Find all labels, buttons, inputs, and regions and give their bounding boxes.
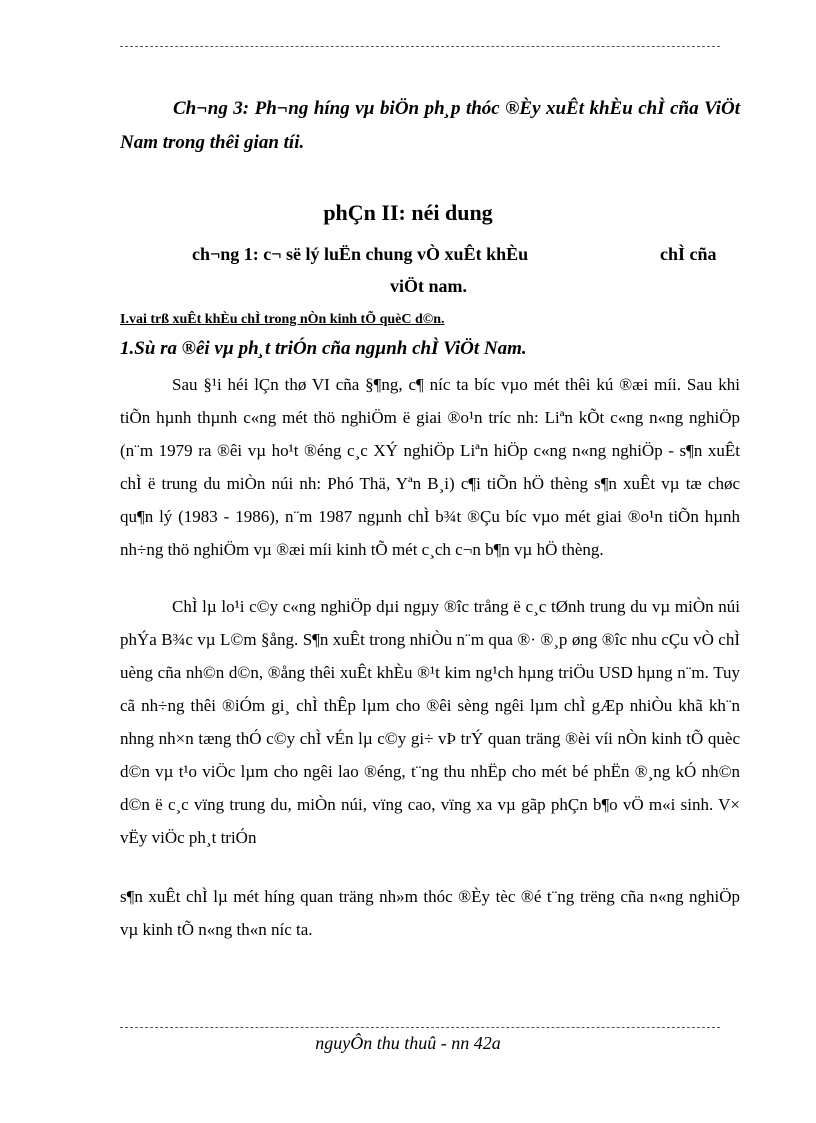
chapter1-heading-part-a: ch¬ng 1: c¬ së lý luËn chung vÒ xuÊt khÈu xyxy=(192,244,529,264)
paragraph-3: s¶n xuÊt chÌ lµ mét híng quan träng nh»m thóc ®Èy tèc ®é t¨ng trëng cña n«ng nghiÖp vµ kinh tÕ n«ng th«n níc ta. xyxy=(120,887,740,939)
footer-author: nguyÔn thu thuû - nn 42a xyxy=(315,1033,501,1053)
chapter1-heading-line2: viÖt nam. xyxy=(390,276,468,296)
footer-rule xyxy=(120,1027,720,1028)
header-rule xyxy=(120,46,720,47)
paragraph-1: Sau §¹i héi lÇn thø VI cña §¶ng, c¶ níc ta bíc vµo mét thêi kú ®æi míi. Sau khi tiÕn hµnh thµnh c«ng mét thö nghiÖm ë giai ®o¹n tríc nh: Liªn kÕt c«ng n«ng nghiÖp (n¨m 1979 ra ®êi vµ ho¹t ®éng c¸c XÝ nghiÖp Liªn hiÖp c«ng n«ng nghiÖp - s¶n xuÊt chÌ ë trung du miÒn núi nh: Phó Thä, Yªn B¸i) c¶i tiÕn hÖ thèng s¶n xuÊt vµ tæ chøc qu¶n lý (1983 - 1986), n¨m 1987 ngµnh chÌ b¾t ®Çu bíc vµo mét giai ®o¹n tiÕn hµnh nh÷ng thö nghiÖm vµ ®æi míi kinh tÕ mét c¸ch c¬n b¶n vµ hÖ thèng. xyxy=(120,375,740,559)
chapter3-heading: Ch¬ng 3: Ph¬ng híng vµ biÖn ph¸p thóc ®Èy xuÊt khÈu chÌ cña ViÖt Nam trong thêi gian tíi. xyxy=(120,98,740,153)
section-heading: I.vai trß xuÊt khÈu chÌ trong nÒn kinh tÕ quèC d©n. xyxy=(120,312,445,327)
subsection-heading: 1.Sù ra ®êi vµ ph¸t triÓn cña ngµnh chÌ ViÖt Nam. xyxy=(120,338,527,359)
paragraph-2: ChÌ lµ lo¹i c©y c«ng nghiÖp dµi ngµy ®îc trång ë c¸c tØnh trung du vµ miÒn núi phÝa B¾c vµ L©m §ång. S¶n xuÊt trong nhiÒu n¨m qua ®· ®¸p øng ®îc nhu cÇu vÒ chÌ uèng cña nh©n d©n, ®ång thêi xuÊt khÈu ®¹t kim ng¹ch hµng triÖu USD hµng n¨m. Tuy cã nh÷ng thêi ®iÓm gi¸ chÌ thÊp lµm cho ®êi sèng ngêi lµm chÌ gÆp nhiÒu khã kh¨n nhng nh×n tæng thÓ c©y chÌ vÉn lµ c©y gi÷ vÞ trÝ quan träng ®èi víi nÒn kinh tÕ quèc d©n vµ t¹o viÖc lµm cho ngêi lao ®éng, t¨ng thu nhËp cho mét bé phËn ®¸ng kÓ nh©n d©n ë c¸c vïng trung du, miÒn núi, vïng cao, vïng xa vµ gãp phÇn b¶o vÖ m«i sinh. V× vËy viÖc ph¸t triÓn xyxy=(120,597,740,847)
chapter1-heading-part-b: chÌ cña xyxy=(660,244,717,264)
part-title: phÇn II: néi dung xyxy=(323,200,493,225)
